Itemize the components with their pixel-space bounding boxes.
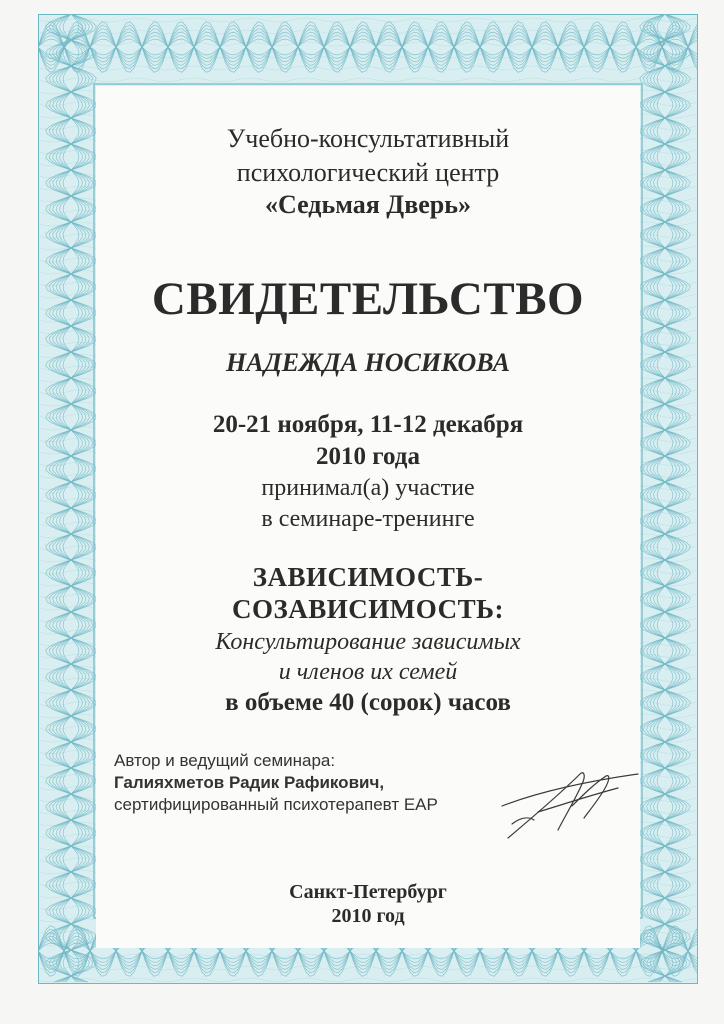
seminar-subtitle-line-1: Консультирование зависимых (215, 629, 521, 655)
author-credential: сертифицированный психотерапевт ЕАР (114, 795, 438, 814)
certificate-title: СВИДЕТЕЛЬСТВО (151, 273, 585, 325)
signature (498, 766, 648, 846)
org-name: «Седьмая Дверь» (265, 190, 471, 219)
org-line-2: психологический центр (236, 158, 500, 187)
org-line-1: Учебно-консультативный (226, 124, 510, 153)
author-name: Галияхметов Радик Рафикович, (114, 773, 385, 792)
seminar-title-line-2: СОЗАВИСИМОСТЬ: (232, 594, 504, 624)
issue-city: Санкт-Петербург (289, 881, 447, 903)
seminar-volume: в объеме 40 (сорок) часов (225, 689, 511, 716)
seminar-title-line-1: ЗАВИСИМОСТЬ- (252, 562, 484, 592)
certificate (38, 14, 698, 984)
participation-line-2: в семинаре-тренинге (261, 506, 475, 532)
participation-line-1: принимал(а) участие (261, 475, 475, 501)
recipient-name: НАДЕЖДА НОСИКОВА (226, 348, 510, 377)
dates-line-2: 2010 года (316, 443, 420, 470)
issue-year: 2010 год (331, 905, 405, 927)
author-caption: Автор и ведущий семинара: (114, 751, 336, 770)
dates-line-1: 20-21 ноября, 11-12 декабря (212, 411, 524, 438)
seminar-subtitle-line-2: и членов их семей (278, 659, 458, 685)
